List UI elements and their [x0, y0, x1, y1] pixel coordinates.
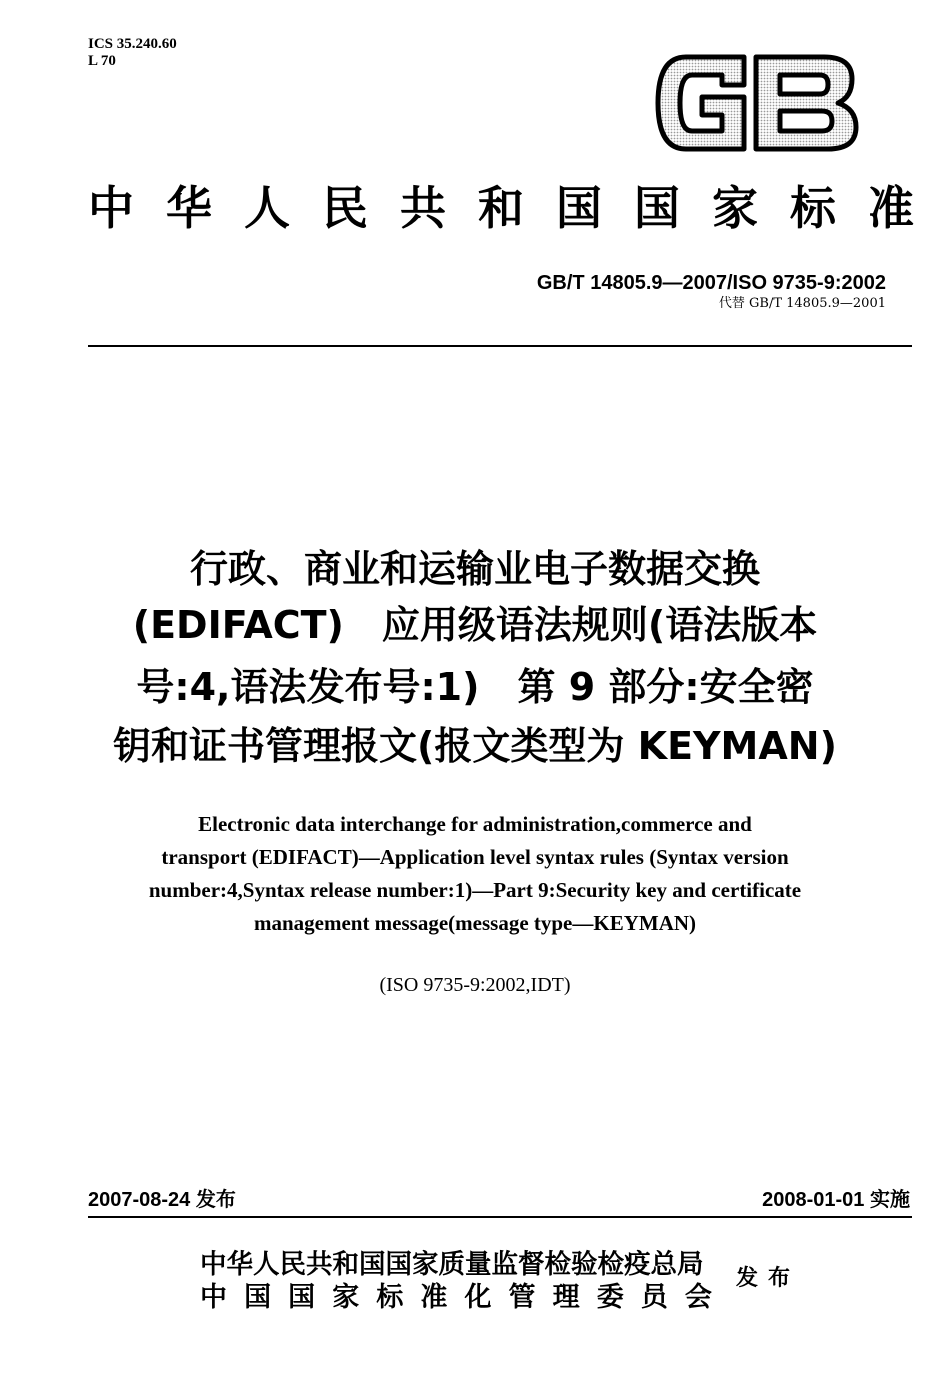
issuer-char: 会: [684, 1282, 712, 1313]
issuer-char: 化: [464, 1282, 492, 1313]
title-char: 华: [166, 181, 212, 235]
issuer-char: 委: [596, 1282, 624, 1313]
issue-date: 2007-08-24 发布: [88, 1189, 236, 1211]
title-en-line: number:4,Syntax release number:1)—Part 9:Security key and certificate: [148, 878, 802, 902]
title-char: 共: [400, 181, 446, 235]
top-divider: [88, 345, 912, 347]
title-char: 家: [712, 181, 758, 235]
issue-verb: 发布: [736, 1265, 801, 1291]
title-zh-line: (EDIFACT) 应用级语法规则(语法版本: [132, 603, 818, 647]
issuer-char: 理: [552, 1282, 580, 1313]
title-char: 准: [868, 181, 914, 235]
title-char: 标: [790, 181, 836, 235]
standard-number: GB/T 14805.9—2007/ISO 9735-9:2002: [536, 272, 886, 294]
implementation-date: 2008-01-01 实施: [762, 1189, 910, 1211]
title-char: 人: [244, 181, 290, 235]
adoption-note: (ISO 9735-9:2002,IDT): [379, 974, 571, 996]
title-char: 民: [322, 181, 368, 235]
title-char: 和: [478, 181, 524, 235]
ics-code: ICS 35.240.60: [88, 36, 177, 52]
issuer-char: 国: [244, 1282, 272, 1313]
issuer-char: 管: [508, 1282, 536, 1313]
national-standard-title: [88, 178, 914, 238]
title-char: 国: [634, 181, 680, 235]
title-en-line: Electronic data interchange for administration,commerce and: [198, 812, 752, 836]
title-zh-line: 号:4,语法发布号:1) 第 9 部分:安全密: [136, 665, 814, 709]
issuer-aqsiq: 中华人民共和国国家质量监督检验检疫总局: [200, 1249, 704, 1280]
issuer-sac: [200, 1281, 712, 1315]
bottom-divider: [88, 1216, 912, 1218]
title-en-line: transport (EDIFACT)—Application level syntax rules (Syntax version: [161, 845, 789, 869]
issuer-char: 中: [200, 1282, 227, 1313]
issuer-char: 标: [376, 1282, 404, 1313]
title-char: 国: [556, 181, 602, 235]
title-en-line: management message(message type—KEYMAN): [253, 911, 697, 935]
issuer-char: 员: [640, 1282, 668, 1313]
title-zh-line: 钥和证书管理报文(报文类型为 KEYMAN): [113, 724, 837, 768]
issuer-char: 准: [420, 1282, 448, 1313]
issuer-char: 国: [288, 1282, 316, 1313]
ccs-code: L 70: [88, 53, 116, 69]
title-zh-line: 行政、商业和运输业电子数据交换: [189, 547, 760, 591]
replaces-note: 代替 GB/T 14805.9—2001: [718, 296, 886, 311]
classification-codes: [88, 36, 177, 70]
gb-logo: [652, 53, 860, 153]
title-char: 中: [88, 181, 134, 235]
issuer-char: 家: [332, 1282, 360, 1313]
